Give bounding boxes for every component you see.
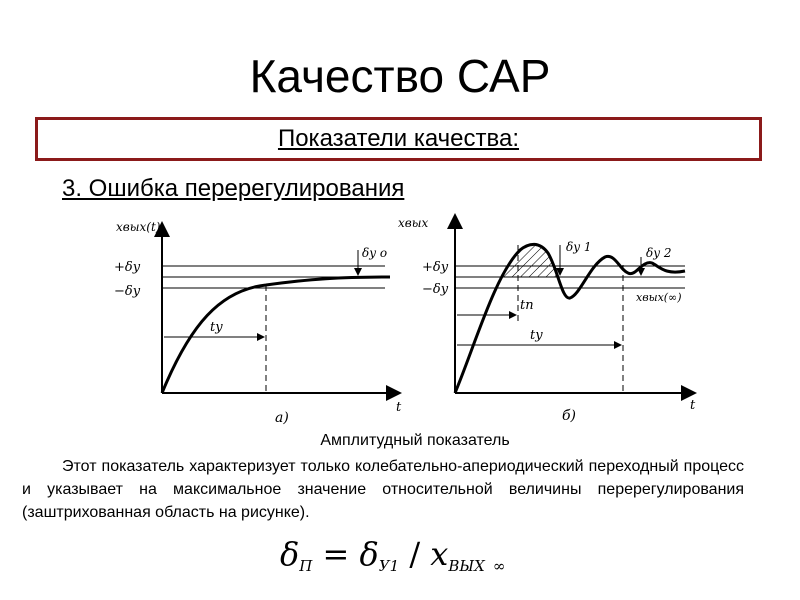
plot-a-minus-delta: −δy [114, 284, 141, 299]
plot-a-delta-label: δy o [362, 246, 388, 260]
plot-a-panel-label: а) [275, 410, 289, 426]
plot-b-t-label: t [690, 398, 696, 413]
plot-b-ty-label: ty [530, 328, 543, 343]
plot-a-y-label: xвых(t) [116, 220, 161, 234]
subheading: 3. Ошибка перерегулирования [62, 175, 405, 202]
plot-b-delta2-label: δy 2 [646, 246, 672, 260]
slide-title: Качество САР [249, 50, 551, 102]
box-label: Показатели качества: [277, 125, 520, 152]
description-paragraph: Этот показатель характеризует только колебательно-апериодический переходный процесс и указывает на максимальное значение относительной величины перерегулирования (заштрихованная область на рисунке). [22, 458, 744, 521]
plot-b-overshoot-hatch [500, 245, 558, 277]
formula-rhs1: δ [359, 535, 379, 573]
plot-b-y-label: xвых [398, 216, 429, 230]
formula-lhs: δ [280, 535, 300, 573]
plot-b-response-curve [455, 244, 685, 393]
formula-div: / [399, 535, 431, 573]
overshoot-formula [280, 535, 505, 575]
quality-indicators-box [35, 117, 762, 161]
formula-lhs-sub: П [299, 557, 313, 575]
plot-a-response-curve [162, 277, 390, 393]
formula-rhs2: x [430, 535, 449, 573]
formula-rhs2-sub: ВЫХ [448, 557, 485, 575]
transient-response-figure [100, 205, 710, 435]
plot-b-xinf-label: xвых(∞) [636, 291, 682, 304]
plot-b-plus-delta: +δy [422, 260, 449, 275]
formula-eq: = [312, 535, 360, 573]
figure-caption: Амплитудный показатель [320, 432, 510, 449]
plot-a [114, 220, 402, 426]
plot-a-ty-label: ty [210, 320, 223, 335]
formula-infinity: ∞ [492, 557, 506, 575]
plot-a-t-label: t [396, 400, 402, 415]
plot-b-minus-delta: −δy [422, 282, 449, 297]
plot-b-delta1-label: δy 1 [566, 240, 592, 254]
plot-b-panel-label: б) [562, 408, 577, 424]
plot-b-tn-label: tn [520, 298, 534, 313]
formula-rhs1-sub: У1 [378, 557, 400, 575]
plot-b [398, 215, 696, 424]
plot-a-plus-delta: +δy [114, 260, 141, 275]
